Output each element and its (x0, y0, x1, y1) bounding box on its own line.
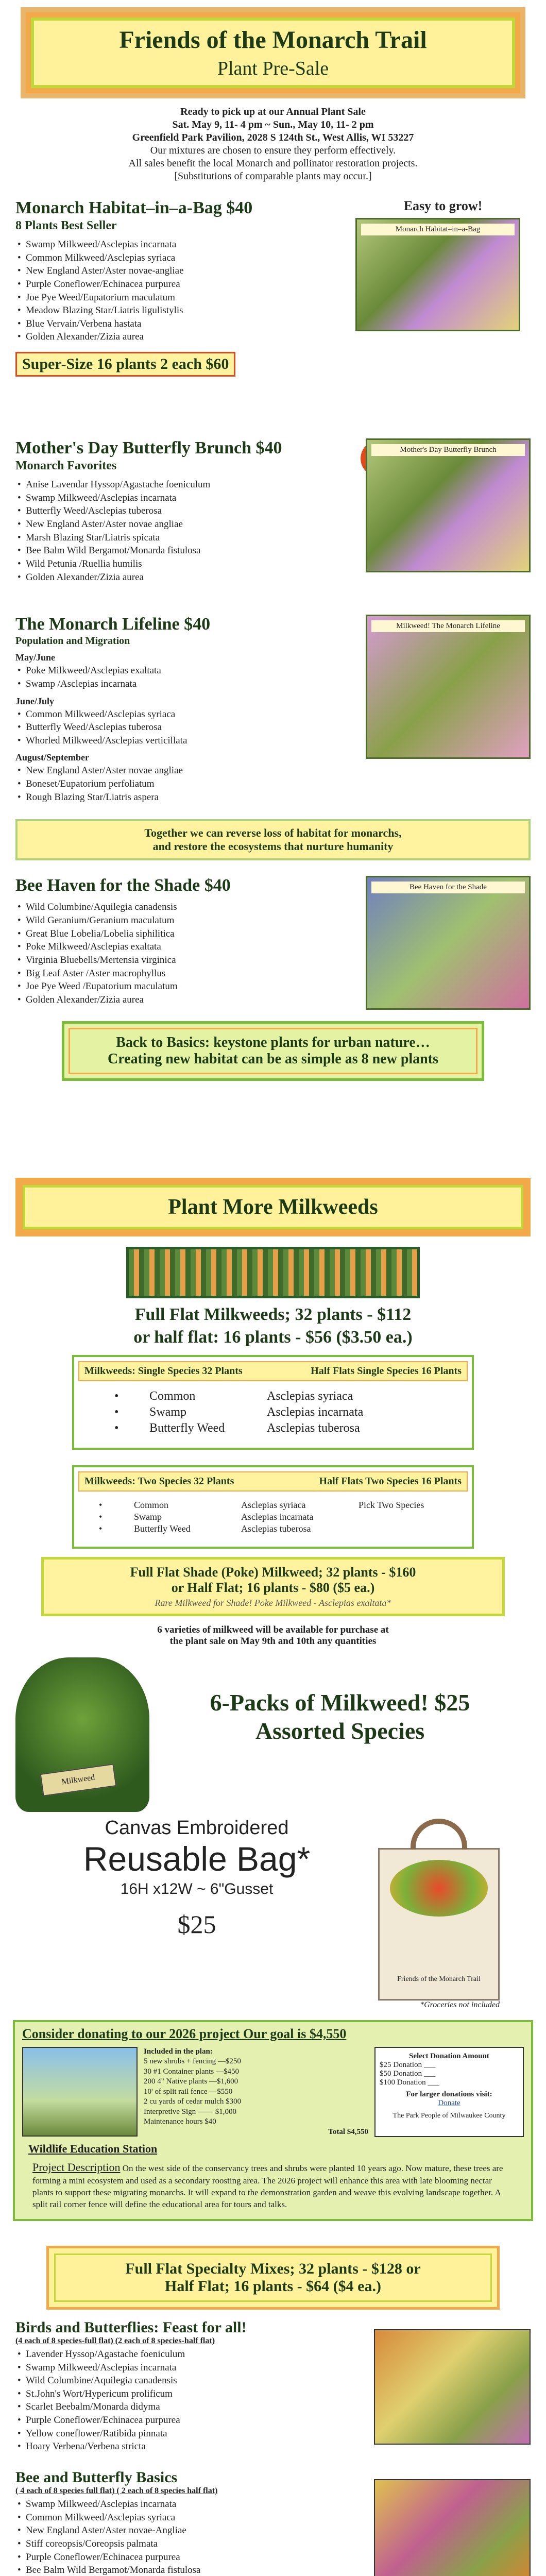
donate-item: 2 cu yards of cedar mulch $300 (144, 2097, 242, 2106)
list-item: • Hoary Verbena/Verbena stricta (15, 2440, 325, 2453)
brunch-photo-caption: Mother's Day Butterfly Brunch (371, 444, 525, 456)
species-latin: Asclepias tuberosa (241, 1523, 311, 1534)
list-item: • New England Aster/Aster novae-Angliae (15, 2524, 325, 2537)
list-item: • Swamp Milkweed/Asclepias incarnata (15, 2498, 325, 2511)
list-item: • New England Aster/Aster novae-angliae (15, 264, 325, 278)
specialty-line2: Half Flat; 16 plants - $64 ($4 ea.) (165, 2277, 381, 2295)
pick-two-label: Pick Two Species (359, 1499, 424, 1510)
page-title: Friends of the Monarch Trail (119, 26, 427, 54)
list-item: • Wild Petunia /Ruellia humilis (15, 557, 325, 571)
list-item: • Joe Pye Weed/Eupatorium maculatum (15, 291, 325, 304)
project-description (32, 2160, 514, 2211)
list-item: • Purple Coneflower/Echinacea purpurea (15, 2551, 325, 2564)
species-latin: Asclepias incarnata (267, 1405, 364, 1419)
project-label: Project Description (32, 2161, 121, 2174)
shade-milkweed-note: Rare Milkweed for Shade! Poke Milkweed - Asclepias exaltata* (155, 1597, 391, 1608)
varieties-line1: 6 varieties of milkweed will be available for purchase at (157, 1624, 389, 1635)
lifeline-group-label: August/September (15, 752, 89, 763)
two-species-header-left: Milkweeds: Two Species 32 Plants (84, 1475, 234, 1487)
intro-line1: Ready to pick up at our Annual Plant Sale (180, 106, 366, 117)
lifeline-group-list (15, 708, 325, 748)
species-latin: Asclepias incarnata (241, 1511, 314, 1522)
species-common: Swamp (149, 1405, 186, 1419)
donate-section (13, 2020, 533, 2221)
bee-mix-photo (374, 2479, 531, 2576)
sixpack-section (0, 1657, 546, 1812)
bag-section (0, 1817, 546, 2010)
list-item: • Meadow Blazing Star/Liatris ligulistylis (15, 304, 325, 317)
milkweed-price-line2: or half flat: 16 plants - $56 ($3.50 ea.) (133, 1327, 413, 1347)
milkweeds-banner (15, 1178, 531, 1236)
list-item: • Yellow coneflower/Ratibida pinnata (15, 2427, 325, 2441)
shade-section (0, 876, 546, 1011)
milkweed-price (0, 1303, 546, 1349)
donation-option[interactable]: $25 Donation ___ (380, 2060, 436, 2069)
species-common: Common (149, 1389, 196, 1403)
species-common: Butterfly Weed (149, 1421, 225, 1435)
sixpack-subtitle: Assorted Species (255, 1718, 425, 1744)
intro-line4: Our mixtures are chosen to ensure they perform effectively. (150, 145, 396, 156)
donate-item: 5 new shrubs + fencing —$250 (144, 2057, 241, 2066)
lifeline-photo (366, 615, 531, 759)
varieties-note (0, 1624, 546, 1647)
sixpack-title: 6-Packs of Milkweed! $25 (210, 1689, 470, 1716)
shade-title: Bee Haven for the Shade $40 (15, 876, 231, 895)
brunch-photo (366, 438, 531, 572)
bee-mix-section (0, 2469, 546, 2576)
habitat-photo-caption: Monarch Habitat–in–a-Bag (361, 224, 515, 235)
intro-line3: Greenfield Park Pavilion, 2028 S 124th St., West Allis, WI 53227 (132, 132, 414, 143)
list-item: • Great Blue Lobelia/Lobelia siphilitica (15, 927, 325, 941)
two-species-table: Milkweeds: Two Species 32 Plants Half Flats Two Species 16 Plants • Common Asclepias syriaca Pick Two Species • Swamp Asclepias incarnata • Butterfly Weed Asclepias tuberosa (72, 1465, 474, 1549)
list-item: • Virginia Bluebells/Mertensia virginica (15, 954, 325, 967)
specialty-line1: Full Flat Specialty Mixes; 32 plants - $128 or (125, 2260, 421, 2277)
list-item: • Wild Geranium/Geranium maculatum (15, 914, 325, 927)
milkweeds-title: Plant More Milkweeds (23, 1185, 523, 1229)
basics-banner (62, 1021, 484, 1081)
list-item: • Butterfly Weed/Asclepias tuberosa (15, 504, 325, 518)
header-banner (21, 7, 525, 98)
donate-header: Consider donating to our 2026 project Our goal is $4,550 (22, 2026, 347, 2041)
lifeline-subtitle: Population and Migration (15, 635, 130, 647)
lifeline-title: The Monarch Lifeline $40 (15, 615, 211, 634)
list-item: • Swamp /Asclepias incarnata (15, 677, 325, 691)
birds-mix-section (0, 2319, 546, 2459)
list-item: • Bee Balm Wild Bergamot/Monarda fistulosa (15, 2564, 325, 2576)
specialty-banner (46, 2246, 500, 2310)
education-station-photo (22, 2047, 138, 2137)
list-item: • Wild Columbine/Aquilegia canadensis (15, 901, 325, 914)
list-item: • Scarlet Beebalm/Monarda didyma (15, 2400, 325, 2414)
list-item: • Bee Balm Wild Bergamot/Monarda fistulosa (15, 544, 325, 557)
varieties-line2: the plant sale on May 9th and 10th any quantities (169, 1635, 377, 1647)
together-banner (15, 819, 531, 860)
single-species-header-right: Half Flats Single Species 16 Plants (311, 1365, 462, 1377)
list-item: • Whorled Milkweed/Asclepias verticillata (15, 734, 325, 748)
brunch-subtitle: Monarch Favorites (15, 459, 117, 473)
list-item: • New England Aster/Aster novae angliae (15, 518, 325, 531)
donate-item: Interpretive Sign —— $1,000 (144, 2107, 236, 2116)
donate-item: 200 4" Native plants —$1,600 (144, 2077, 238, 2086)
list-item: • Golden Alexander/Zizia aurea (15, 993, 325, 1007)
donate-item: Maintenance hours $40 (144, 2117, 216, 2126)
list-item: • Joe Pye Weed /Eupatorium maculatum (15, 980, 325, 993)
supersize-offer: Super-Size 16 plants 2 each $60 (15, 352, 235, 377)
milkweed-sixpack-photo (15, 1657, 149, 1812)
single-species-table: Milkweeds: Single Species 32 Plants Half Flats Single Species 16 Plants • Common Asclepias syriaca • Swamp Asclepias incarnata • Butterfly Weed Asclepias tuberosa (72, 1355, 474, 1450)
list-item: • Poke Milkweed/Asclepias exaltata (15, 664, 325, 677)
list-item: • Boneset/Eupatorium perfoliatum (15, 777, 325, 791)
intro-line5: All sales benefit the local Monarch and pollinator restoration projects. (128, 158, 418, 169)
list-item: • Purple Coneflower/Echinacea purpurea (15, 2414, 325, 2427)
list-item: • New England Aster/Aster novae angliae (15, 764, 325, 777)
project-text: On the west side of the conservancy trees and shrubs were planted 10 years ago. Now mature, these trees are forming a mini ecosystem and used as a secondary roosting area. The 2026 project will enhance this area with late blooming nectar plants to support these migrating monarchs. It will expand to the demonstration garden and weave this evolving landscape together. A split rail corner fence will define the educational area for tours and talks. (32, 2163, 503, 2209)
list-item: • Lavender Hyssop/Agastache foeniculum (15, 2348, 325, 2361)
bag-line1: Canvas Embroidered (105, 1817, 289, 1839)
list-item: • Wild Columbine/Aquilegia canadensis (15, 2374, 325, 2387)
donate-link[interactable]: Donate (438, 2098, 460, 2107)
shade-plant-list (15, 901, 325, 1006)
shade-photo (366, 876, 531, 1010)
species-latin: Asclepias syriaca (267, 1389, 353, 1403)
shade-milkweed-offer (41, 1557, 505, 1616)
together-line2: and restore the ecosystems that nurture humanity (152, 840, 394, 853)
lifeline-group-list (15, 664, 325, 690)
habitat-section (0, 198, 546, 377)
lifeline-section (0, 615, 546, 809)
intro-line2: Sat. May 9, 11- 4 pm ~ Sun., May 10, 11- 2 pm (172, 119, 374, 130)
species-latin: Asclepias tuberosa (267, 1421, 360, 1435)
list-item: • Poke Milkweed/Asclepias exaltata (15, 940, 325, 954)
list-item: • Common Milkweed/Asclepias syriaca (15, 251, 325, 265)
together-line1: Together we can reverse loss of habitat for monarchs, (144, 826, 402, 840)
birds-mix-photo (374, 2329, 531, 2445)
birds-mix-title: Birds and Butterflies: Feast for all! (15, 2318, 247, 2336)
species-common: Common (134, 1499, 169, 1510)
list-item: • Anise Lavendar Hyssop/Agastache foeniculum (15, 478, 325, 492)
intro-line6: [Substitutions of comparable plants may occur.] (174, 171, 372, 182)
basics-line1: Back to Basics: keystone plants for urban nature… (116, 1034, 430, 1050)
donation-form (374, 2047, 524, 2138)
brunch-section (0, 438, 546, 589)
habitat-title: Monarch Habitat–in–a-Bag $40 (15, 198, 253, 217)
groceries-note: *Groceries not included (420, 2000, 500, 2009)
lifeline-group-list (15, 764, 325, 804)
list-item: • Swamp Milkweed/Asclepias incarnata (15, 492, 325, 505)
milkweed-photo-strip (126, 1247, 420, 1298)
list-item: • Common Milkweed/Asclepias syriaca (15, 708, 325, 721)
bag-photo (378, 1848, 500, 2001)
intro-block (21, 106, 525, 183)
birds-plant-list (15, 2348, 325, 2453)
list-item: • Purple Coneflower/Echinacea purpurea (15, 278, 325, 291)
bag-logo-text: Friends of the Monarch Trail (397, 1975, 481, 1983)
shade-photo-caption: Bee Haven for the Shade (371, 882, 525, 893)
list-item: • St.John's Wort/Hypericum prolificum (15, 2387, 325, 2401)
milkweed-price-line1: Full Flat Milkweeds; 32 plants - $112 (134, 1304, 412, 1324)
bag-dimensions: 16H x12W ~ 6"Gusset (120, 1880, 274, 1897)
habitat-plant-list (15, 238, 325, 344)
habitat-subtitle: 8 Plants Best Seller (15, 219, 117, 232)
education-station-title: Wildlife Education Station (28, 2142, 158, 2156)
list-item: • Marsh Blazing Star/Liatris spicata (15, 531, 325, 545)
list-item: • Rough Blazing Star/Liatris aspera (15, 791, 325, 804)
lifeline-group-label: June/July (15, 696, 55, 706)
species-common: Butterfly Weed (134, 1523, 191, 1534)
brunch-title: Mother's Day Butterfly Brunch $40 (15, 438, 282, 458)
brunch-plant-list (15, 478, 325, 584)
lifeline-group-label: May/June (15, 652, 56, 663)
list-item: • Common Milkweed/Asclepias syriaca (15, 2511, 325, 2524)
single-species-header-left: Milkweeds: Single Species 32 Plants (84, 1365, 243, 1377)
bee-mix-subtitle: ( 4 each of 8 species full flat) ( 2 each of 8 species half flat) (15, 2486, 218, 2495)
list-item: • Swamp Milkweed/Asclepias incarnata (15, 238, 325, 251)
milkweed-tag: Milkweed (40, 1764, 117, 1797)
page-subtitle: Plant Pre-Sale (217, 58, 329, 79)
lifeline-photo-caption: Milkweed! The Monarch Lifeline (371, 620, 525, 632)
species-latin: Asclepias syriaca (241, 1499, 306, 1510)
included-header: Included in the plan: (144, 2047, 213, 2056)
shade-milkweed-line2: or Half Flat; 16 plants - $80 ($5 ea.) (171, 1580, 375, 1595)
donate-item: 30 #1 Container plants —$450 (144, 2067, 239, 2076)
bee-plant-list (15, 2498, 325, 2576)
list-item: • Swamp Milkweed/Asclepias incarnata (15, 2361, 325, 2375)
species-common: Swamp (134, 1511, 162, 1522)
birds-mix-subtitle: (4 each of 8 species-full flat) (2 each of 8 species-half flat) (15, 2336, 215, 2345)
partner-name: The Park People of Milwaukee County (393, 2111, 506, 2120)
list-item: • Blue Vervain/Verbena hastata (15, 317, 325, 331)
bag-price: $25 (177, 1909, 216, 1939)
flyer-page (0, 7, 546, 2576)
list-item: • Golden Alexander/Zizia aurea (15, 571, 325, 584)
basics-line2: Creating new habitat can be as simple as 8 new plants (108, 1050, 438, 1067)
bee-mix-title: Bee and Butterfly Basics (15, 2469, 178, 2486)
donation-form-title: Select Donation Amount (409, 2052, 489, 2060)
donate-item: 10' of split rail fence —$550 (144, 2087, 233, 2096)
donation-option[interactable]: $100 Donation ___ (380, 2078, 439, 2087)
bag-line2: Reusable Bag* (83, 1839, 311, 1878)
list-item: • Golden Alexander/Zizia aurea (15, 330, 325, 344)
larger-donation-label: For larger donations visit: (406, 2090, 492, 2098)
habitat-photo (355, 218, 520, 331)
list-item: • Stiff coreopsis/Coreopsis palmata (15, 2537, 325, 2551)
donation-option[interactable]: $50 Donation ___ (380, 2069, 436, 2078)
list-item: • Butterfly Weed/Asclepias tuberosa (15, 721, 325, 734)
easy-label: Easy to grow! (403, 198, 483, 213)
list-item: • Big Leaf Aster /Aster macrophyllus (15, 967, 325, 980)
donate-total: Total $4,550 (328, 2127, 368, 2136)
shade-milkweed-line1: Full Flat Shade (Poke) Milkweed; 32 plants - $160 (130, 1564, 416, 1580)
two-species-header-right: Half Flats Two Species 16 Plants (319, 1475, 462, 1487)
